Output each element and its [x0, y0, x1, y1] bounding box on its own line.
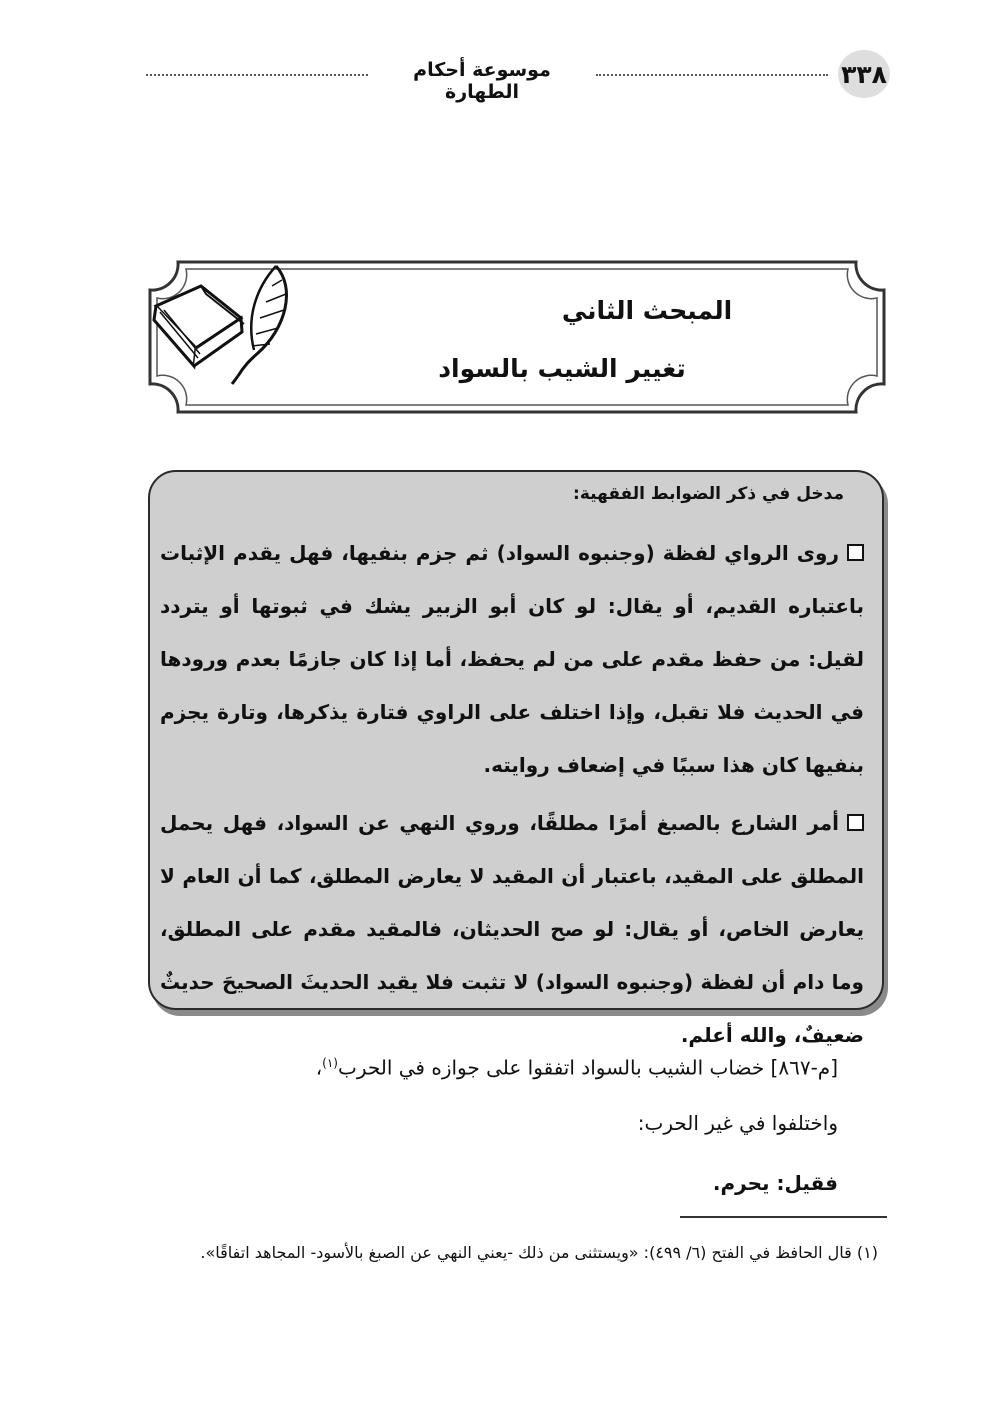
checkbox-bullet-icon	[847, 814, 864, 831]
body-text-end: ،	[315, 1055, 323, 1080]
chapter-title: المبحث الثاني	[561, 296, 733, 325]
rule-item	[160, 527, 864, 792]
rules-heading: مدخل في ذكر الضوابط الفقهية:	[573, 484, 844, 504]
body-text: [م-٨٦٧] خضاب الشيب بالسواد اتفقوا على جوازه في الحرب	[337, 1055, 838, 1080]
body-paragraph: فقيل: يحرم.	[712, 1171, 838, 1195]
header-dotted-rule-left	[146, 74, 368, 76]
checkbox-bullet-icon	[847, 544, 864, 561]
rule-text: روى الرواي لفظة (وجنبوه السواد) ثم جزم بنفيها، فهل يقدم الإثبات باعتباره القديم، أو يقال: لو كان أبو الزبير يشك في ثبوتها أو يتردد لقيل: من حفظ مقدم على من لم يحفظ، أما إذا كان جازمًا بعدم ورودها في الحديث فلا تقبل، وإذا اختلف على الراوي فتارة يذكرها، وتارة يجزم بنفيها كان هذا سببًا في إضعاف روايته.	[160, 541, 864, 777]
footnote: (١) قال الحافظ في الفتح (٦/ ٤٩٩): «ويستثنى من ذلك -يعني النهي عن الصبغ بالأسود- المجاهد اتفاقًا».	[200, 1243, 878, 1262]
rule-item	[160, 797, 864, 1062]
page-number: ٣٣٨	[838, 50, 890, 98]
rule-text: أمر الشارع بالصبغ أمرًا مطلقًا، وروي النهي عن السواد، فهل يحمل المطلق على المقيد، باعتبار أن المقيد لا يعارض المطلق، كما أن العام لا يعارض الخاص، أو يقال: لو صح الحديثان، فالمقيد مقدم على المطلق، وما دام أن لفظة (وجنبوه السواد) لا تثبت فلا يقيد الحديثَ الصحيحَ حديثٌ ضعيفٌ، والله أعلم.	[160, 811, 864, 1047]
chapter-subtitle: تغيير الشيب بالسواد	[438, 354, 686, 383]
jurisprudential-rules-box	[148, 470, 884, 1047]
body-paragraph	[316, 1048, 838, 1083]
footnote-reference[interactable]: (١)	[322, 1056, 338, 1070]
book-title: موسوعة أحكام الطهارة	[413, 59, 551, 103]
header-dotted-rule-right	[596, 74, 828, 76]
book-and-quill-icon	[146, 258, 296, 388]
chapter-title-frame	[146, 258, 888, 416]
footnote-separator	[680, 1216, 887, 1218]
running-header	[146, 50, 890, 103]
body-paragraph: واختلفوا في غير الحرب:	[637, 1111, 838, 1135]
